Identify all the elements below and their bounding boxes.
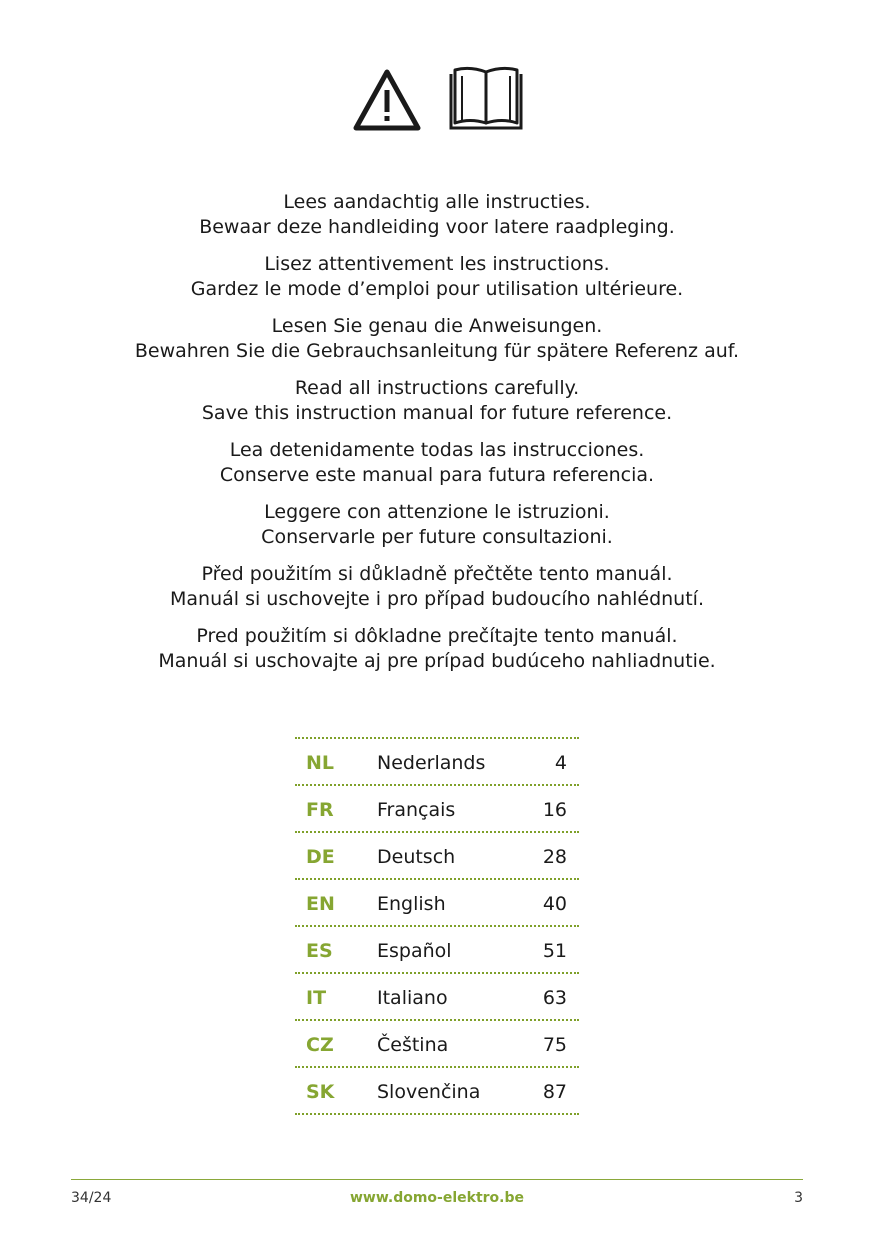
notice-es — [0, 438, 874, 500]
toc-language-code: SK — [306, 1081, 335, 1103]
toc-row-fr[interactable] — [295, 786, 579, 833]
toc-language-code: DE — [306, 846, 335, 868]
notice-line: Conserve este manual para futura referencia. — [219, 464, 655, 486]
notice-fr — [0, 252, 874, 314]
toc-language-name: Slovenčina — [377, 1081, 481, 1103]
toc-language-name: Deutsch — [377, 846, 456, 868]
open-book-icon — [448, 66, 524, 132]
toc-language-code: CZ — [306, 1034, 334, 1056]
page-footer — [71, 1190, 803, 1210]
language-table-of-contents — [295, 737, 579, 1115]
toc-language-name: English — [377, 893, 446, 915]
notice-sk — [0, 624, 874, 686]
toc-page-number: 40 — [542, 893, 567, 915]
notice-line: Gardez le mode d’emploi pour utilisation ultérieure. — [190, 278, 684, 300]
notice-line: Read all instructions carefully. — [294, 377, 580, 399]
notice-line: Leggere con attenzione le istruzioni. — [264, 501, 610, 523]
notice-line: Lesen Sie genau die Anweisungen. — [271, 315, 603, 337]
notice-line: Lees aandachtig alle instructies. — [283, 191, 591, 213]
toc-row-cz[interactable] — [295, 1021, 579, 1068]
toc-language-name: Čeština — [377, 1034, 449, 1056]
notice-de — [0, 314, 874, 376]
notice-line: Save this instruction manual for future reference. — [201, 402, 673, 424]
instruction-notices — [0, 190, 874, 686]
notice-line: Conservarle per future consultazioni. — [261, 526, 613, 548]
toc-page-number: 87 — [542, 1081, 567, 1103]
toc-page-number: 4 — [554, 752, 567, 774]
page-number: 3 — [794, 1190, 803, 1206]
toc-row-es[interactable] — [295, 927, 579, 974]
notice-cz — [0, 562, 874, 624]
toc-page-number: 28 — [542, 846, 567, 868]
toc-row-it[interactable] — [295, 974, 579, 1021]
notice-nl — [0, 190, 874, 252]
notice-line: Pred použitím si dôkladne prečítajte tento manuál. — [196, 625, 678, 647]
toc-page-number: 16 — [542, 799, 567, 821]
toc-row-de[interactable] — [295, 833, 579, 880]
toc-language-code: FR — [306, 799, 334, 821]
notice-line: Lisez attentivement les instructions. — [264, 253, 610, 275]
notice-line: Bewahren Sie die Gebrauchsanleitung für spätere Referenz auf. — [134, 340, 740, 362]
notice-en — [0, 376, 874, 438]
notice-it — [0, 500, 874, 562]
footer-divider — [71, 1179, 803, 1180]
toc-page-number: 63 — [542, 987, 567, 1009]
warning-triangle-icon — [352, 68, 422, 132]
toc-language-code: IT — [306, 987, 327, 1009]
toc-language-name: Nederlands — [377, 752, 486, 774]
toc-page-number: 75 — [542, 1034, 567, 1056]
toc-language-name: Italiano — [377, 987, 448, 1009]
document-code: 34/24 — [71, 1190, 112, 1206]
toc-row-nl[interactable] — [295, 739, 579, 786]
toc-language-code: ES — [306, 940, 333, 962]
notice-line: Manuál si uschovejte i pro případ budoucího nahlédnutí. — [169, 588, 704, 610]
toc-language-code: NL — [306, 752, 335, 774]
toc-language-code: EN — [306, 893, 335, 915]
toc-language-name: Español — [377, 940, 452, 962]
toc-language-name: Français — [377, 799, 456, 821]
notice-line: Bewaar deze handleiding voor latere raadpleging. — [199, 216, 675, 238]
toc-row-en[interactable] — [295, 880, 579, 927]
notice-line: Manuál si uschovajte aj pre prípad budúceho nahliadnutie. — [158, 650, 716, 672]
toc-row-sk[interactable] — [295, 1068, 579, 1115]
notice-line: Lea detenidamente todas las instrucciones. — [229, 439, 645, 461]
website-link[interactable]: www.domo-elektro.be — [349, 1190, 525, 1206]
header-icons — [0, 66, 874, 136]
notice-line: Před použitím si důkladně přečtěte tento manuál. — [201, 563, 673, 585]
toc-page-number: 51 — [542, 940, 567, 962]
